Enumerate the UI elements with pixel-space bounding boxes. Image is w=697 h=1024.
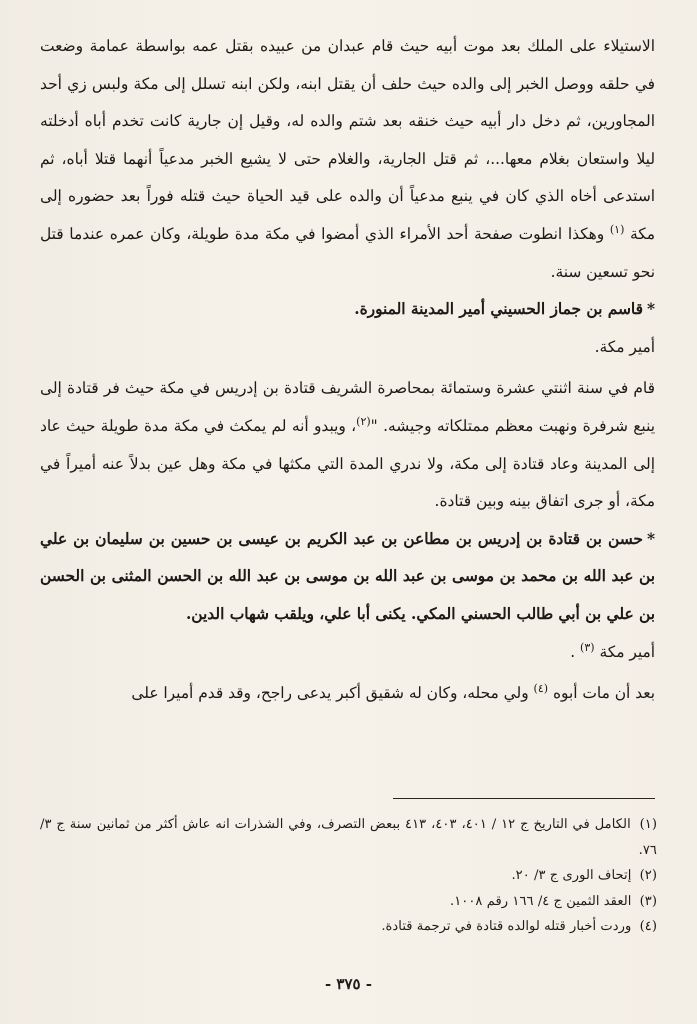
text-line: وهكذا انطوت صفحة — [473, 224, 605, 243]
text-line: ، ويبدو أنه لم يمكث في مكة — [173, 416, 357, 435]
paragraph-1 — [40, 28, 655, 291]
text-line: قتادة إلى ينبع شرفرة ونهبت معظم ممتلكاته وجيشه. " — [40, 379, 656, 435]
footnote-2 — [40, 863, 657, 889]
footnote-ref-3[interactable]: (٣) — [580, 640, 595, 654]
entry-title-text: الدين. — [185, 604, 225, 623]
page-number: - ٣٧٥ - — [324, 975, 373, 993]
role-text: أمير مكة — [599, 642, 655, 661]
footnote-text: العقد الثمين ج ٤/ ١٦٦ رقم ١٠٠٨. — [449, 893, 632, 909]
entry-hasan-role — [40, 634, 655, 672]
text-line: أحد الأمراء الذي أمضوا في مكة مدة طويلة، وكان عمره عندما قتل نحو تسعين سنة. — [40, 224, 655, 281]
text-line: قام في سنة اثنتي عشرة وستمائة بمحاصرة الشريف قتادة بن إدريس في مكة حيث فر — [103, 379, 655, 398]
footnote-number: (١) — [639, 817, 657, 832]
entry-title-text: قاسم بن جماز الحسيني أمير المدينة المنورة. — [354, 300, 643, 319]
entry-bullet: * — [646, 300, 655, 319]
footnote-text: إتحاف الورى ج ٣/ ٢٠. — [511, 868, 632, 883]
entry-qasim-body — [40, 370, 655, 520]
text-line: والده على قيد الحياة حيث قتله فوراً بعد حضوره إلى مكة — [40, 187, 655, 243]
footnote-divider — [393, 798, 655, 799]
entry-title-text: حسن بن قتادة بن إدريس بن مطاعن بن عبد الكريم بن عيسى بن حسين بن سليمان — [95, 529, 643, 548]
text-line: وهل عين بدلاً عنه أميراً في مكة، أو جرى اتفاق بينه وبين قتادة. — [40, 454, 655, 511]
text-line: ولي محله، وكان له شقيق أكبر يدعى راجح، وقد قدم أميرا على — [131, 684, 529, 703]
role-text: أمير مكة. — [594, 337, 655, 356]
main-text — [40, 28, 655, 713]
footnotes — [40, 812, 657, 940]
footnote-text: الكامل في التاريخ ج ١٢ / ٤٠١، ٤٠٣، ٤١٣ ببعض التصرف، وفي الشذرات انه عاش أكثر — [156, 817, 631, 832]
footnote-1 — [40, 812, 657, 863]
footnote-ref-2[interactable]: (٢) — [356, 414, 371, 428]
text-line: مكة ولبس زي أحد المجاورين، ثم دخل دار أبيه حيث خنقه بعد شتم والده له، وقيل — [40, 74, 655, 131]
text-line: وضعت في حلقه ووصل الخبر إلى والده حيث حلف أن يقتل ابنه، ولكن ابنه تسلل إلى — [40, 37, 656, 93]
role-end: . — [570, 642, 576, 661]
footnote-4 — [40, 914, 657, 940]
text-line: الاستيلاء على الملك بعد موت أبيه حيث قام عبدان من عبيده بقتل عمه بواسطة عمامة — [89, 37, 655, 55]
entry-title-text: بن علي بن عبد الله بن محمد بن موسى بن عبد الله بن موسى بن عبد الله بن الحسن — [40, 529, 656, 586]
entry-qasim-title — [40, 291, 655, 329]
entry-qasim-role — [40, 329, 655, 367]
entry-title-text: المثنى بن الحسن بن علي بن أبي طالب الحسني المكي. يكنى أبا علي، ويلقب شهاب — [40, 567, 655, 623]
footnote-number: (٢) — [639, 868, 657, 883]
footnote-text: من ثمانين سنة ج ٣/ ٧٦. — [40, 817, 657, 858]
entry-hasan-body — [40, 675, 655, 713]
text-line: بعد أن مات أبوه — [552, 684, 655, 703]
text-line: مدة طويلة حيث عاد إلى المدينة وعاد قتادة إلى مكة، ولا ندري المدة التي مكثها في مكة — [40, 416, 655, 473]
footnote-ref-1[interactable]: (١) — [609, 222, 625, 236]
footnote-3 — [40, 889, 657, 915]
footnote-number: (٤) — [639, 919, 657, 934]
footnote-number: (٣) — [639, 893, 657, 909]
entry-bullet: * — [646, 529, 656, 548]
footnote-ref-4[interactable]: (٤) — [533, 681, 549, 695]
entry-hasan-title — [40, 521, 655, 634]
text-line: حتى لا يشيع الخبر مدعياً أنهما قتلا أباه، ثم استدعى أخاه الذي كان في ينبع مدعياً أن — [40, 149, 655, 206]
text-line: إن جارية كانت تخدم أباه أدخلته ليلا واستعان بغلام معها...، ثم قتل الجارية، والغلام — [40, 112, 656, 168]
footnote-text: وردت أخبار قتله لوالده قتادة في ترجمة قتادة. — [381, 919, 632, 934]
